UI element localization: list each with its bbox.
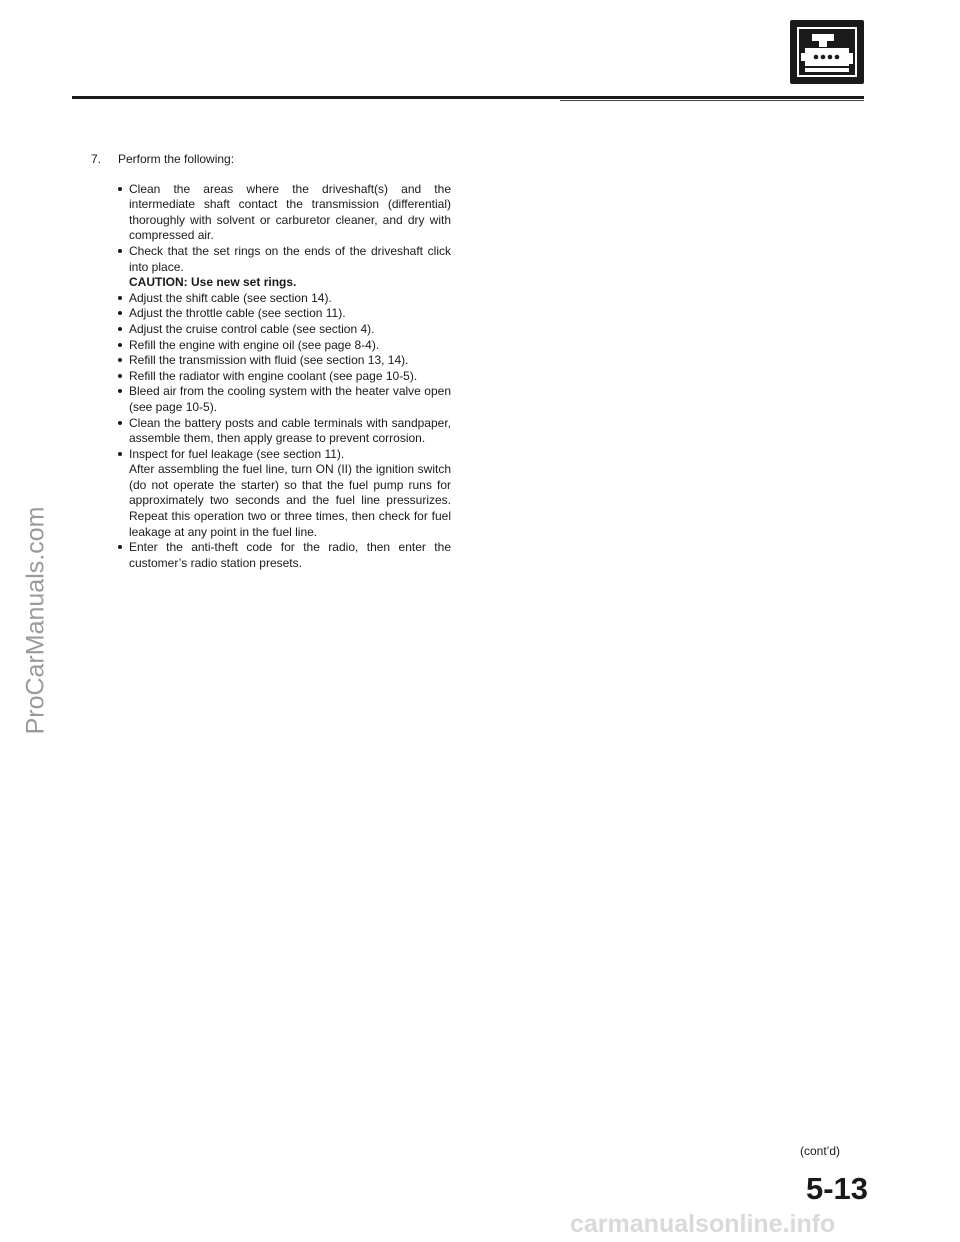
list-item: Adjust the throttle cable (see section 11). [118,306,451,322]
list-item: Adjust the cruise control cable (see section 4). [118,322,451,338]
page-number: 5-13 [805,1171,868,1206]
side-watermark [12,455,60,785]
step-bullet-list [118,182,451,572]
header-rule [72,96,864,99]
list-item: Refill the engine with engine oil (see page 8-4). [118,338,451,354]
continued-label: (cont’d) [800,1144,841,1158]
step-number: 7. [91,152,102,166]
header-rule-thin [560,100,864,101]
list-item: Bleed air from the cooling system with the heater valve open (see page 10-5). [118,384,451,415]
footer-watermark: carmanualsonline.info [570,1210,836,1238]
step-7 [91,152,451,168]
list-item: Enter the anti-theft code for the radio, then enter the customer’s radio station presets. [118,540,451,571]
side-watermark-text: ProCarManuals.com [21,506,50,734]
list-item: Adjust the shift cable (see section 14). [118,291,451,307]
list-item: Inspect for fuel leakage (see section 11). After assembling the fuel line, turn ON (II) the ignition switch (do not operate the starter) so that the fuel pump runs for approximately two seconds and the fuel line pressurizes. Repeat this operation two or three times, then check for fuel leakage at any point in the fuel line. [118,447,451,541]
list-item: Check that the set rings on the ends of the driveshaft click into place. CAUTION: Use new set rings. [118,244,451,291]
step-intro: Perform the following: [118,152,235,166]
list-item: Refill the radiator with engine coolant (see page 10-5). [118,369,451,385]
procedure-content [91,152,451,571]
fuel-leak-detail: After assembling the fuel line, turn ON (II) the ignition switch (do not operate the starter) so that the fuel pump runs for approximately two seconds and the fuel line pressurizes. Repeat this operation two or three times, then check for fuel leakage at any point in the fuel line. [129,462,451,539]
engine-section-icon [790,20,864,84]
list-item: Clean the battery posts and cable terminals with sandpaper, assemble them, then apply grease to prevent corrosion. [118,416,451,447]
list-item: Clean the areas where the driveshaft(s) and the intermediate shaft contact the transmission (differential) thoroughly with solvent or carburetor cleaner, and dry with compressed air. [118,182,451,244]
caution-note: CAUTION: Use new set rings. [129,275,297,290]
list-item: Refill the transmission with fluid (see section 13, 14). [118,353,451,369]
